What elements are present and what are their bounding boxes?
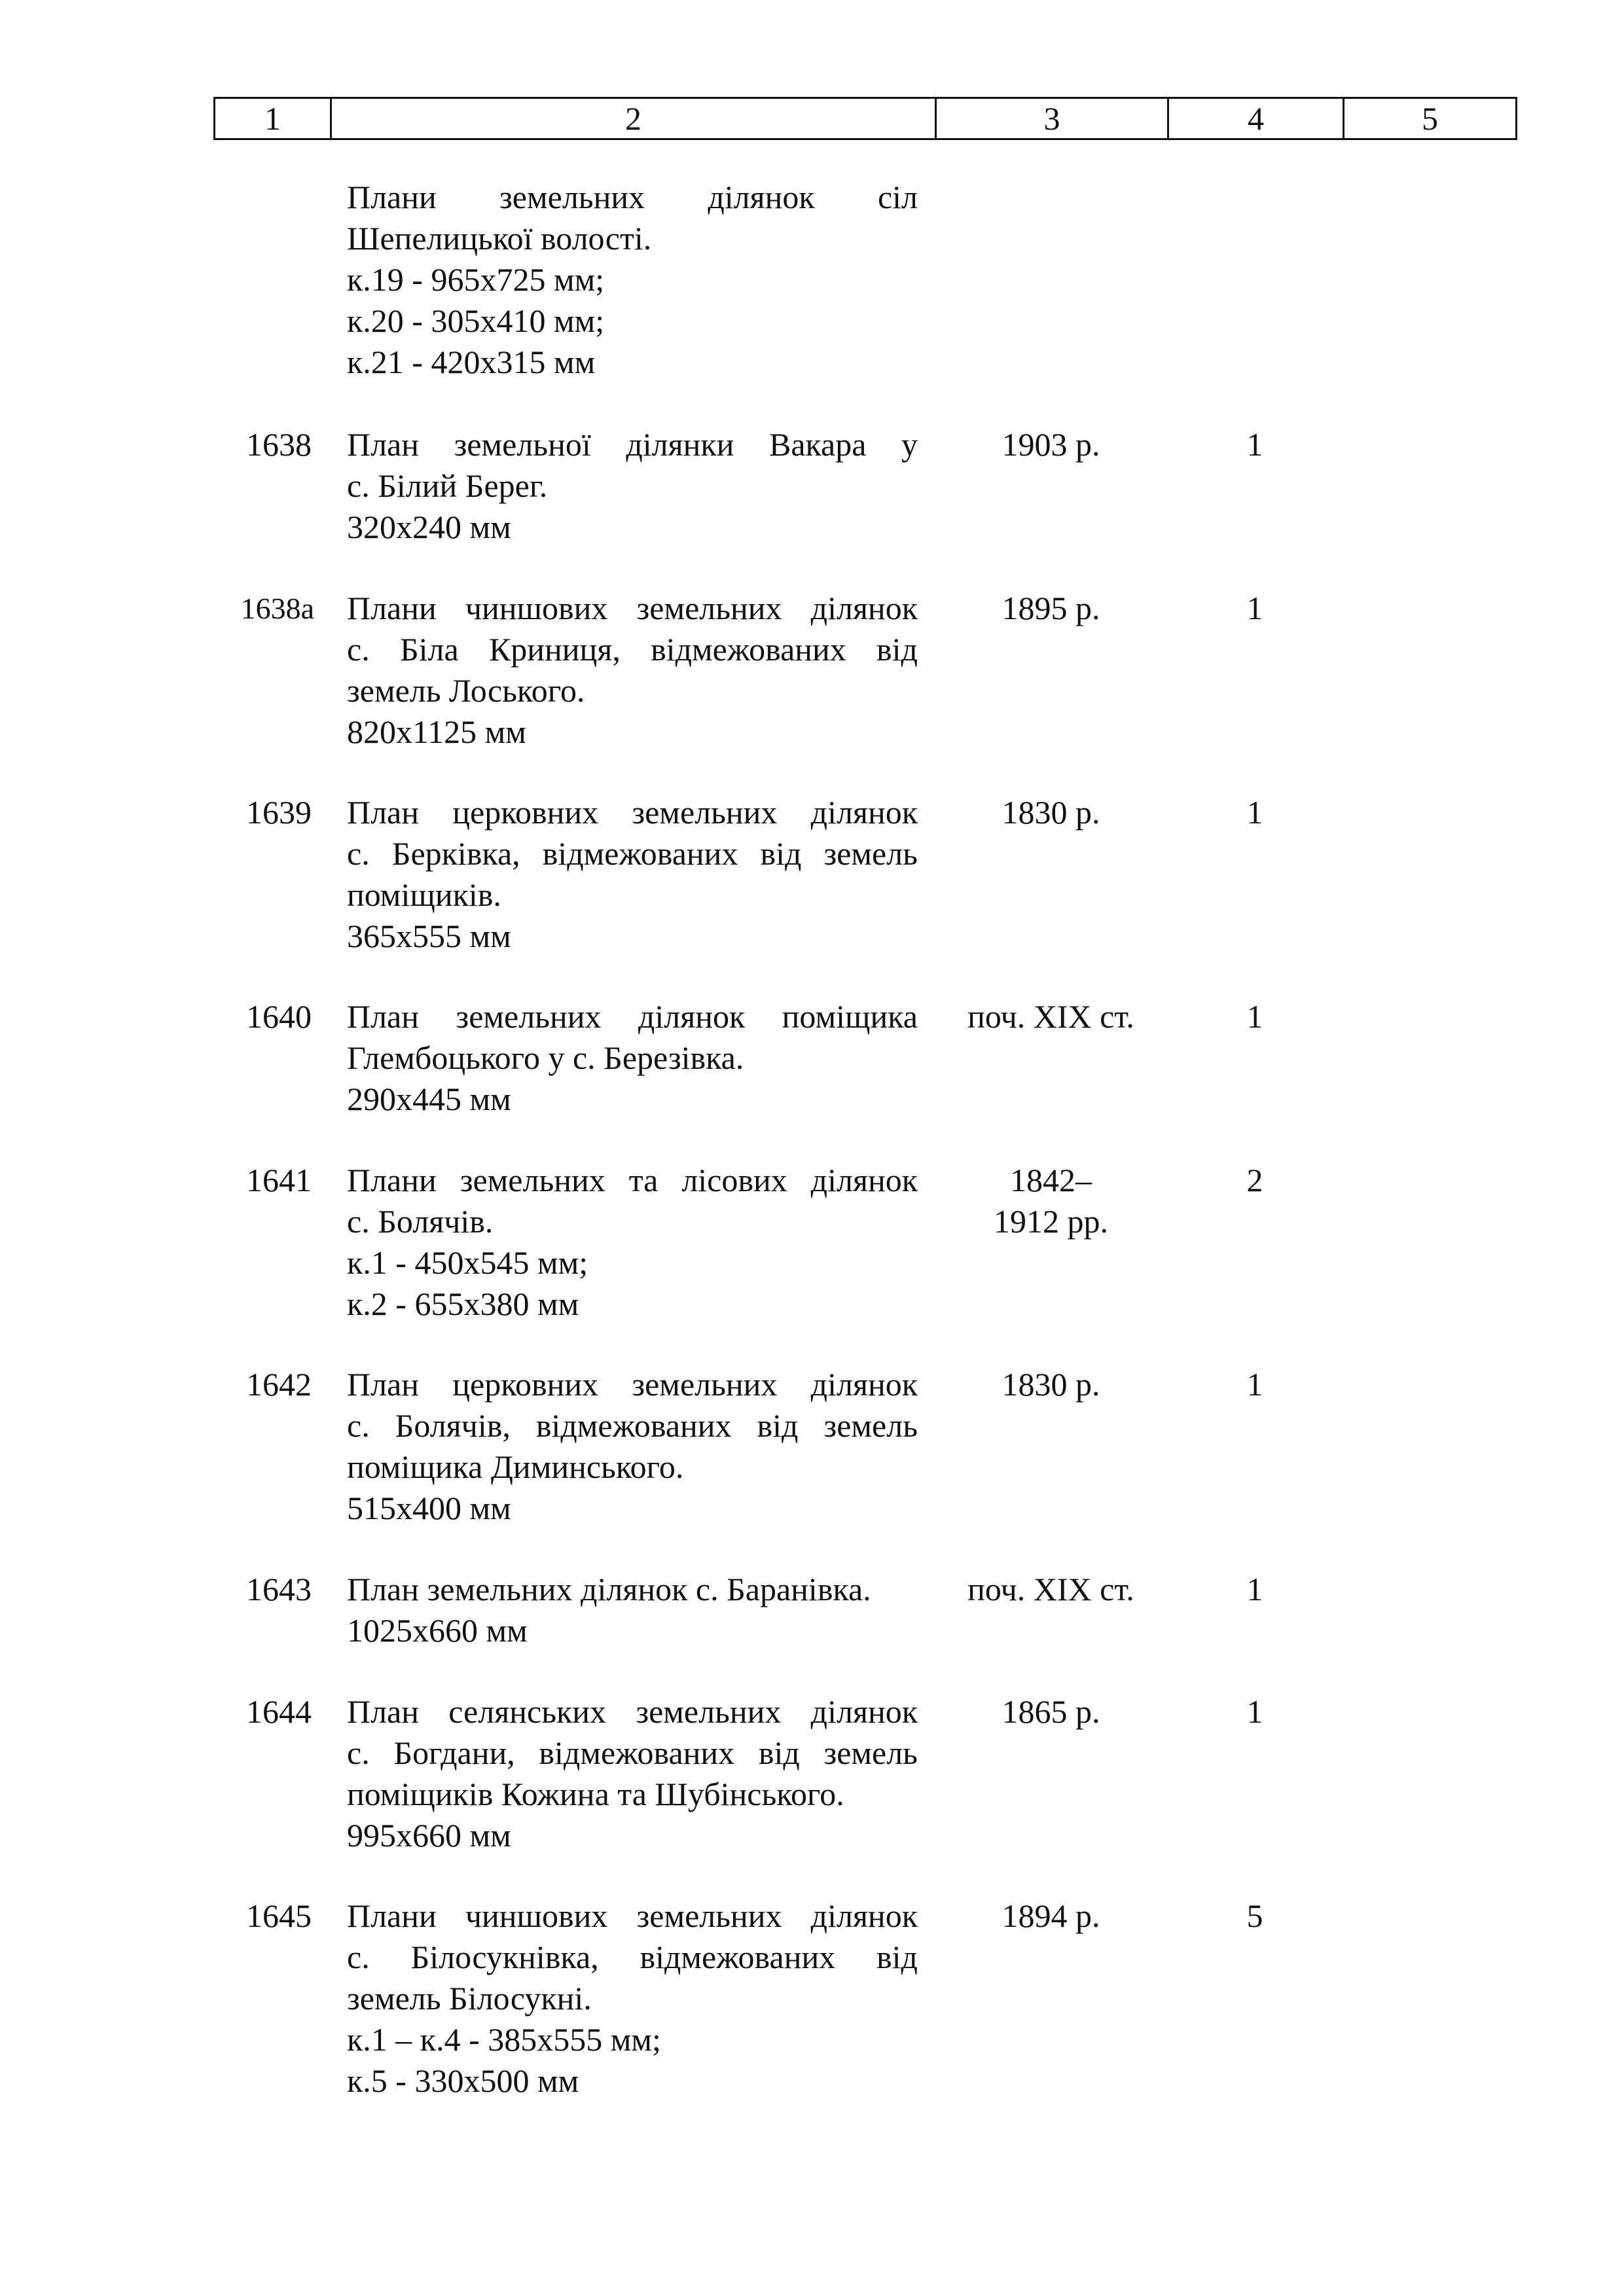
entry-date <box>935 1691 1167 1732</box>
column-header-2: 2 <box>332 99 937 138</box>
entry-description <box>347 1691 918 1856</box>
date-line: 1830 р. <box>1001 1366 1100 1403</box>
entry-description <box>347 792 918 957</box>
column-header-5: 5 <box>1422 100 1438 137</box>
description-line: Шепелицької волості. <box>347 220 652 257</box>
description-line: с. Болячів. <box>347 1203 494 1240</box>
description-line: План земельної ділянки Вакара у <box>347 426 918 463</box>
description-line: поміщиків Кожина та Шубінського. <box>347 1776 844 1812</box>
date-line: 1894 р. <box>1001 1897 1100 1934</box>
description-line: с. Білий Берег. <box>347 467 548 504</box>
entry-number: 1641 <box>246 1162 312 1198</box>
description-line: Плани чиншових земельних ділянок <box>347 590 918 626</box>
entry-number: 1640 <box>246 998 312 1035</box>
entry-number: 1638 <box>246 426 312 463</box>
entry-description <box>347 1895 918 2102</box>
description-line: к.2 - 655х380 мм <box>347 1285 579 1322</box>
entry-date <box>935 1895 1167 1937</box>
entry-description <box>347 424 918 548</box>
description-line: с. Білосукнівка, відмежованих від <box>347 1939 918 1975</box>
description-line: к.1 - 450х545 мм; <box>347 1244 588 1281</box>
entry-count: 1 <box>1246 1693 1263 1730</box>
column-header-row <box>213 97 1517 140</box>
date-line: поч. ХІХ ст. <box>967 1571 1134 1607</box>
column-header-1: 1 <box>215 99 332 138</box>
entry-description <box>347 1364 918 1529</box>
entry-count: 1 <box>1246 426 1263 463</box>
description-line: земель Білосукні. <box>347 1980 592 2017</box>
entry-description <box>347 588 918 753</box>
entry-count: 1 <box>1246 590 1263 626</box>
column-header-3: 3 <box>937 99 1169 138</box>
date-line: 1903 р. <box>1001 426 1100 463</box>
entry-date <box>935 1569 1167 1610</box>
description-line: к.5 - 330х500 мм <box>347 2062 579 2099</box>
description-line: к.19 - 965х725 мм; <box>347 261 605 298</box>
description-line: Плани земельних та лісових ділянок <box>347 1162 918 1198</box>
date-line: поч. ХІХ ст. <box>967 998 1134 1035</box>
entry-number: 1638а <box>240 592 314 625</box>
description-line: 995х660 мм <box>347 1817 511 1854</box>
description-line: Плани чиншових земельних ділянок <box>347 1897 918 1934</box>
entry-date <box>935 996 1167 1037</box>
entry-count: 1 <box>1246 998 1263 1035</box>
description-line: поміщика Диминського. <box>347 1448 684 1485</box>
description-line: с. Болячів, відмежованих від земель <box>347 1407 918 1444</box>
entry-count: 1 <box>1246 1571 1263 1607</box>
entry-date <box>935 792 1167 833</box>
description-line: с. Богдани, відмежованих від земель <box>347 1734 918 1771</box>
date-line: 1830 р. <box>1001 794 1100 831</box>
description-line: Глембоцького у с. Березівка. <box>347 1039 744 1076</box>
entry-date <box>935 1364 1167 1405</box>
entry-description <box>347 1160 918 1325</box>
description-line: 290х445 мм <box>347 1081 511 1117</box>
description-line: 365х555 мм <box>347 918 511 954</box>
description-line: к.20 - 305х410 мм; <box>347 302 605 339</box>
description-line: к.21 - 420х315 мм <box>347 344 596 380</box>
entry-count: 1 <box>1246 1366 1263 1403</box>
description-line: к.1 – к.4 - 385х555 мм; <box>347 2021 661 2058</box>
description-line: План селянських земельних ділянок <box>347 1693 918 1730</box>
column-header-4: 4 <box>1169 99 1344 138</box>
date-line: 1912 рр. <box>994 1203 1108 1240</box>
date-line: 1842– <box>1010 1162 1092 1198</box>
entry-count: 5 <box>1246 1897 1263 1934</box>
description-line: 320х240 мм <box>347 509 511 545</box>
entry-number: 1643 <box>246 1571 312 1607</box>
date-line: 1895 р. <box>1001 590 1100 626</box>
description-line: поміщиків. <box>347 876 501 913</box>
entry-number: 1639 <box>246 794 312 831</box>
entry-number: 1644 <box>246 1693 312 1730</box>
description-line: земель Лоського. <box>347 672 585 709</box>
entry-date <box>935 424 1167 465</box>
description-line: 515х400 мм <box>347 1490 511 1526</box>
entry-description <box>347 1569 918 1651</box>
entry-date <box>935 1160 1167 1242</box>
entry-description <box>347 177 918 383</box>
entry-count: 1 <box>1246 794 1263 831</box>
description-line: План земельних ділянок с. Баранівка. <box>347 1571 871 1607</box>
date-line: 1865 р. <box>1001 1693 1100 1730</box>
description-line: с. Біла Криниця, відмежованих від <box>347 631 918 668</box>
entry-description <box>347 996 918 1120</box>
description-line: Плани земельних ділянок сіл <box>347 179 918 215</box>
description-line: с. Берківка, відмежованих від земель <box>347 835 918 872</box>
entry-date <box>935 588 1167 629</box>
description-line: План земельних ділянок поміщика <box>347 998 918 1035</box>
description-line: План церковних земельних ділянок <box>347 1366 918 1403</box>
entry-count: 2 <box>1246 1162 1263 1198</box>
description-line: 1025х660 мм <box>347 1612 528 1649</box>
entry-number: 1642 <box>246 1366 312 1403</box>
description-line: 820х1125 мм <box>347 713 526 750</box>
entry-number: 1645 <box>246 1897 312 1934</box>
description-line: План церковних земельних ділянок <box>347 794 918 831</box>
